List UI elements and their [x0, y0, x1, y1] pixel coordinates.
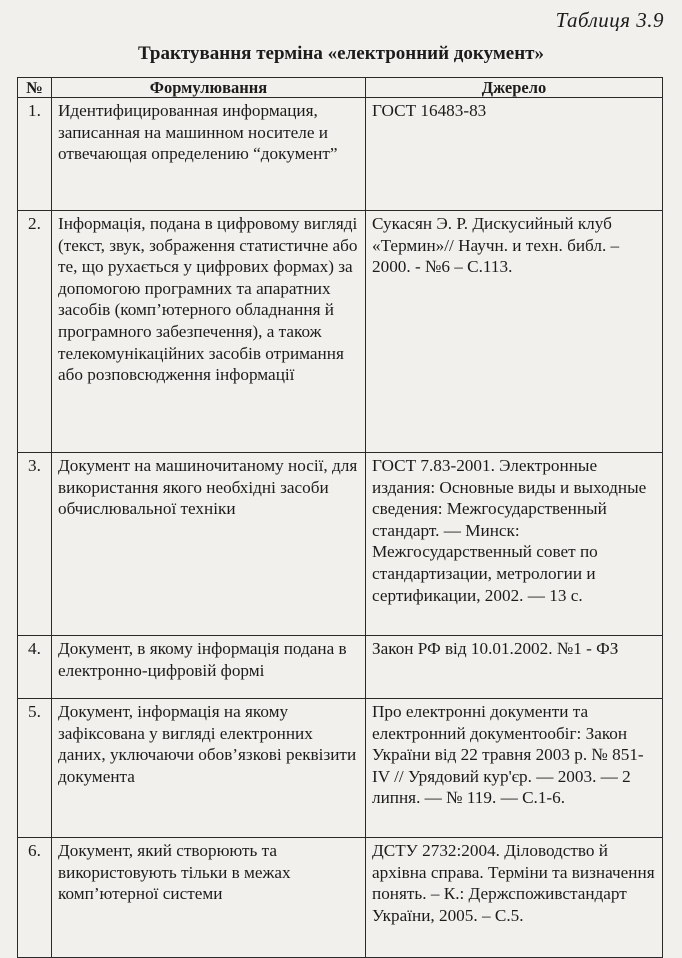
table-row [18, 636, 663, 699]
table-row [18, 98, 663, 211]
header-source: Джерело [366, 78, 663, 98]
row-source: ДСТУ 2732:2004. Діловодство й архівна справа. Терміни та визначення понять. – К.: Держспоживстандарт України, 2005. – С.5. [366, 838, 663, 958]
row-number: 6. [18, 838, 52, 958]
row-number: 5. [18, 699, 52, 838]
row-formulation: Інформація, подана в цифровому вигляді (текст, звук, зображення статистичне або те, що рухається у цифрових формах) за допомогою програмних та апаратних засобів (комп’ютерного обладнання й програмного забезпечення), а також телекомунікаційних засобів отримання або розповсюдження інформації [52, 211, 366, 453]
table-title: Трактування терміна «електронний документ» [137, 43, 545, 64]
row-formulation: Документ на машиночитаному носії, для використання якого необхідні засоби обчислювальної техніки [52, 453, 366, 636]
row-formulation: Документ, інформація на якому зафіксована у вигляді електронних даних, уключаючи обов’язкові реквізити документа [52, 699, 366, 838]
row-source: ГОСТ 7.83-2001. Электронные издания: Основные виды и выходные сведения: Межгосударственный стандарт. — Минск: Межгосударственный совет по стандартизации, метрологии и сертификации, 2002. — 13 с. [366, 453, 663, 636]
terms-table [17, 77, 663, 958]
row-number: 3. [18, 453, 52, 636]
row-number: 2. [18, 211, 52, 453]
header-formulation: Формулювання [52, 78, 366, 98]
row-formulation: Идентифицированная информация, записанная на машинном носителе и отвечающая определению “документ” [52, 98, 366, 211]
row-number: 1. [18, 98, 52, 211]
row-source: Закон РФ від 10.01.2002. №1 - ФЗ [366, 636, 663, 699]
row-formulation: Документ, в якому інформація подана в електронно-цифровій формі [52, 636, 366, 699]
header-number: № [18, 78, 52, 98]
row-number: 4. [18, 636, 52, 699]
row-source: ГОСТ 16483-83 [366, 98, 663, 211]
header-row [18, 78, 663, 98]
table-label: Таблиця 3.9 [555, 8, 664, 32]
table-row [18, 211, 663, 453]
row-source: Сукасян Э. Р. Дискусийный клуб «Термин»// Научн. и техн. библ. – 2000. - №6 – С.113. [366, 211, 663, 453]
table-row [18, 453, 663, 636]
table-row [18, 838, 663, 958]
row-formulation: Документ, який створюють та використовують тільки в межах комп’ютерної системи [52, 838, 366, 958]
row-source: Про електронні документи та електронний документообіг: Закон України від 22 травня 2003 р. № 851-IV // Урядовий кур'єр. — 2003. — 2 липня. — № 119. — С.1-6. [366, 699, 663, 838]
table-row [18, 699, 663, 838]
